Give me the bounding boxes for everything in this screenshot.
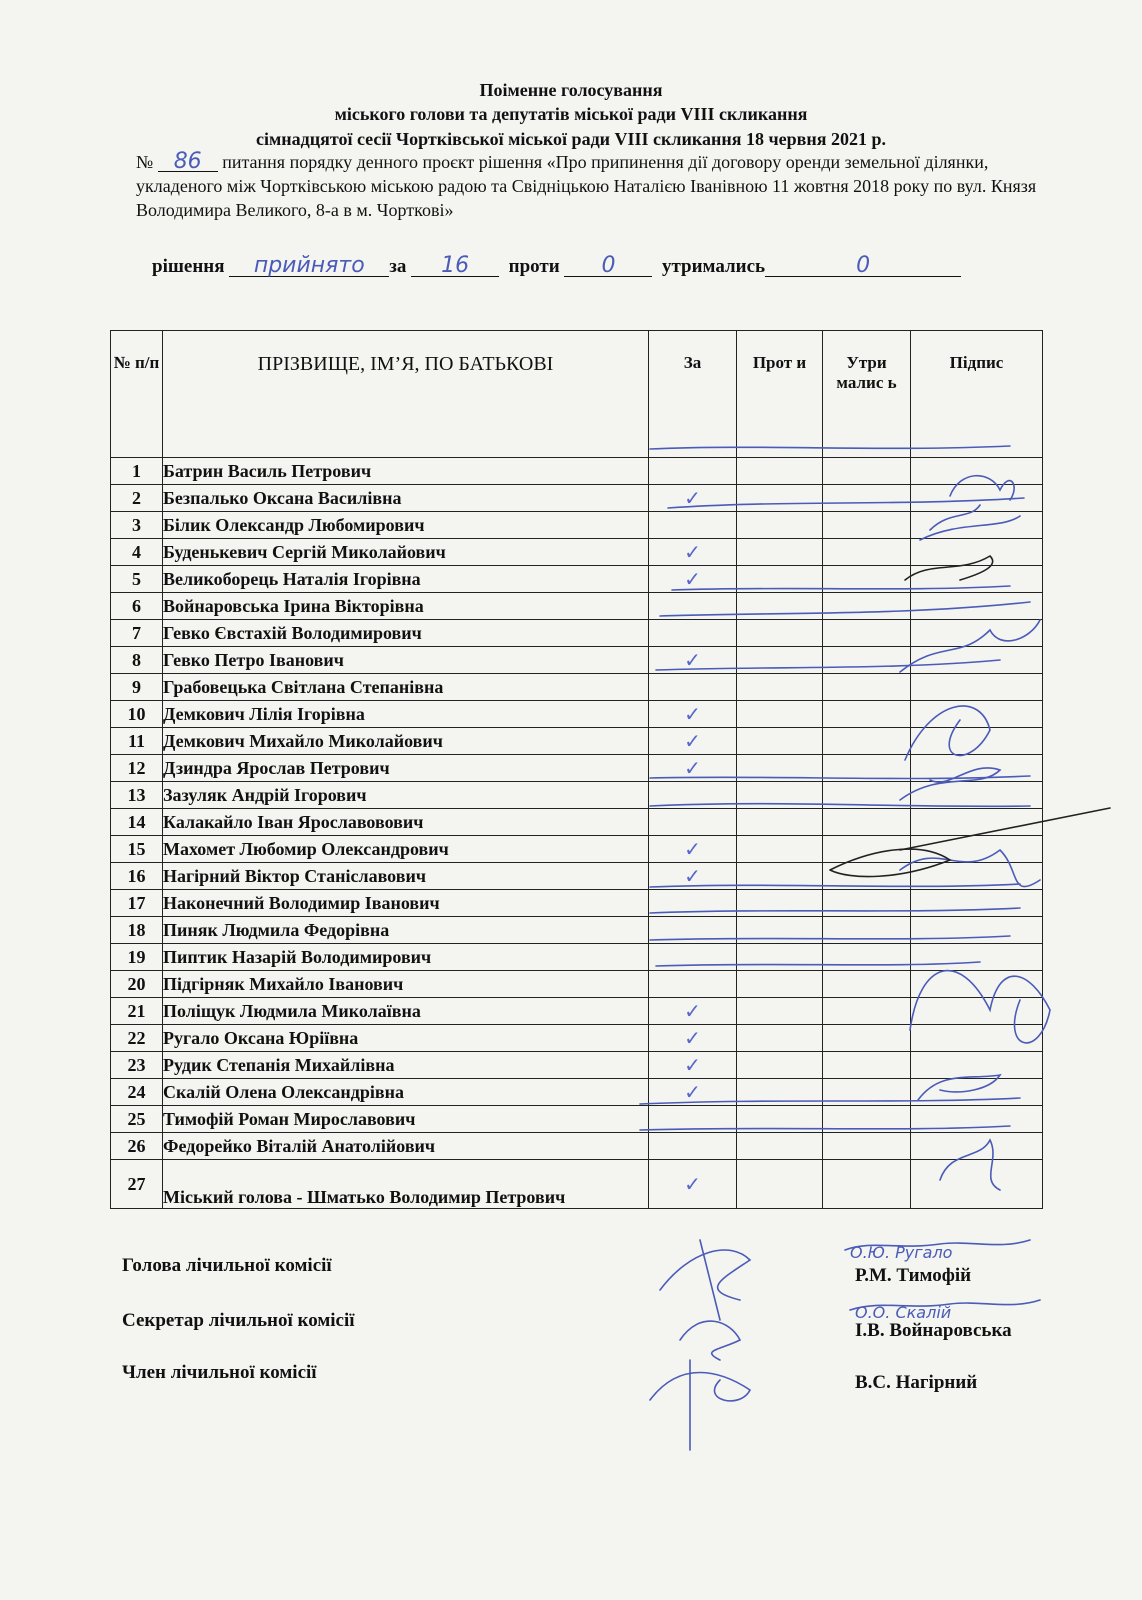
row-number: 17 <box>111 890 163 917</box>
decision-value: прийнято <box>229 256 389 277</box>
table-row <box>111 512 1043 539</box>
table-row <box>111 971 1043 998</box>
table-row <box>111 998 1043 1025</box>
member-name: Демкович Лілія Ігорівна <box>163 701 649 728</box>
vote-proty-cell <box>737 944 823 971</box>
vote-proty-cell <box>737 647 823 674</box>
table-row <box>111 485 1043 512</box>
vote-proty-cell <box>737 674 823 701</box>
member-name: Махомет Любомир Олександрович <box>163 836 649 863</box>
secretary-name: І.В. Войнаровська <box>855 1320 1012 1341</box>
signature-cell <box>911 1079 1043 1106</box>
vote-utr-cell <box>823 863 911 890</box>
row-number: 25 <box>111 1106 163 1133</box>
member-name: В.С. Нагірний <box>855 1372 978 1393</box>
member-name: Федорейко Віталій Анатолійович <box>163 1133 649 1160</box>
handwritten-secretary-name: О.О. Скалій <box>855 1303 952 1322</box>
member-name: Рудик Степанія Михайлівна <box>163 1052 649 1079</box>
row-number: 24 <box>111 1079 163 1106</box>
vote-proty-cell <box>737 485 823 512</box>
vote-utr-cell <box>823 998 911 1025</box>
row-number: 7 <box>111 620 163 647</box>
vote-za-cell <box>649 917 737 944</box>
table-row <box>111 566 1043 593</box>
vote-za-cell: ✓ <box>649 755 737 782</box>
member-name: Ругало Оксана Юріївна <box>163 1025 649 1052</box>
signature-cell <box>911 755 1043 782</box>
row-number: 15 <box>111 836 163 863</box>
vote-utr-cell <box>823 890 911 917</box>
table-row <box>111 701 1043 728</box>
member-name: Буденькевич Сергій Миколайович <box>163 539 649 566</box>
vote-utr-cell <box>823 836 911 863</box>
row-number: 2 <box>111 485 163 512</box>
table-row <box>111 458 1043 485</box>
votes-body <box>111 458 1043 1209</box>
signature-cell <box>911 593 1043 620</box>
col-no-header: № п/п <box>111 331 163 458</box>
vote-utr-cell <box>823 1106 911 1133</box>
row-number: 16 <box>111 863 163 890</box>
signature-head <box>660 1240 750 1320</box>
vote-proty-cell <box>737 782 823 809</box>
vote-za-cell <box>649 512 737 539</box>
vote-proty-cell <box>737 809 823 836</box>
za-label: за <box>389 256 407 277</box>
signature-cell <box>911 485 1043 512</box>
signature-cell <box>911 782 1043 809</box>
signature-cell <box>911 620 1043 647</box>
issue-text: питання порядку денного проєкт рішення «Про припинення дії договору оренди земельної ділянки, укладеного між Чортківською міською радою та Свідніцькою Наталією Іванівною 11 жовтня 2018 року по вул. Князя Володимира Великого, 8-а в м. Чорткові» <box>136 152 1037 220</box>
signature-cell <box>911 917 1043 944</box>
table-row <box>111 836 1043 863</box>
vote-za-cell <box>649 593 737 620</box>
member-name: Безпалько Оксана Василівна <box>163 485 649 512</box>
vote-za-cell: ✓ <box>649 566 737 593</box>
row-number: 13 <box>111 782 163 809</box>
table-row <box>111 917 1043 944</box>
member-name: Тимофій Роман Мирославович <box>163 1106 649 1133</box>
utr-label: утримались <box>661 256 766 277</box>
member-name: Скалій Олена Олександрівна <box>163 1079 649 1106</box>
vote-proty-cell <box>737 890 823 917</box>
row-number: 22 <box>111 1025 163 1052</box>
vote-za-cell: ✓ <box>649 1025 737 1052</box>
member-name: Грабовецька Світлана Степанівна <box>163 674 649 701</box>
signature-cell <box>911 1160 1043 1209</box>
table-row <box>111 755 1043 782</box>
signature-cell <box>911 836 1043 863</box>
row-number: 12 <box>111 755 163 782</box>
member-name: Міський голова - Шматько Володимир Петрович <box>163 1160 649 1209</box>
session-line: сімнадцятої сесії Чортківської міської ради VIII скликання 18 червня 2021 р. <box>256 129 886 149</box>
vote-za-cell <box>649 890 737 917</box>
signature-cell <box>911 1106 1043 1133</box>
table-row <box>111 674 1043 701</box>
vote-proty-cell <box>737 998 823 1025</box>
table-row <box>111 1052 1043 1079</box>
col-name-header: ПРІЗВИЩЕ, ІМ’Я, ПО БАТЬКОВІ <box>163 331 649 458</box>
signature-member <box>650 1360 750 1450</box>
vote-proty-cell <box>737 539 823 566</box>
signature-cell <box>911 512 1043 539</box>
vote-za-cell <box>649 620 737 647</box>
vote-za-cell: ✓ <box>649 728 737 755</box>
vote-za-cell <box>649 809 737 836</box>
vote-proty-cell <box>737 971 823 998</box>
member-label: Член лічильної комісії <box>122 1362 317 1383</box>
vote-za-cell: ✓ <box>649 998 737 1025</box>
member-name: Білик Олександр Любомирович <box>163 512 649 539</box>
row-number: 20 <box>111 971 163 998</box>
member-name: Пиптик Назарій Володимирович <box>163 944 649 971</box>
vote-proty-cell <box>737 458 823 485</box>
vote-utr-cell <box>823 1079 911 1106</box>
head-name: Р.М. Тимофій <box>855 1265 972 1286</box>
signature-cell <box>911 701 1043 728</box>
table-row <box>111 1025 1043 1052</box>
table-row <box>111 782 1043 809</box>
vote-utr-cell <box>823 485 911 512</box>
signature-cell <box>911 674 1043 701</box>
vote-utr-cell <box>823 674 911 701</box>
member-name: Демкович Михайло Миколайович <box>163 728 649 755</box>
vote-proty-cell <box>737 755 823 782</box>
proty-label: проти <box>508 256 560 277</box>
row-number: 3 <box>111 512 163 539</box>
row-number: 11 <box>111 728 163 755</box>
vote-za-cell: ✓ <box>649 1160 737 1209</box>
vote-utr-cell <box>823 1025 911 1052</box>
row-number: 14 <box>111 809 163 836</box>
col-utr-header: Утри малис ь <box>823 331 911 458</box>
vote-proty-cell <box>737 593 823 620</box>
vote-proty-cell <box>737 917 823 944</box>
vote-proty-cell <box>737 1025 823 1052</box>
row-number: 9 <box>111 674 163 701</box>
table-row <box>111 1160 1043 1209</box>
signature-cell <box>911 566 1043 593</box>
signature-cell <box>911 458 1043 485</box>
signature-secretary <box>680 1321 740 1360</box>
table-row <box>111 1133 1043 1160</box>
signature-cell <box>911 1133 1043 1160</box>
vote-utr-cell <box>823 512 911 539</box>
vote-utr-cell <box>823 1133 911 1160</box>
vote-proty-cell <box>737 1133 823 1160</box>
member-name: Зазуляк Андрій Ігорович <box>163 782 649 809</box>
doc-subtitle: міського голови та депутатів міської ради VIII скликання <box>334 104 808 124</box>
table-row <box>111 809 1043 836</box>
vote-za-cell <box>649 674 737 701</box>
vote-proty-cell <box>737 512 823 539</box>
vote-za-cell: ✓ <box>649 701 737 728</box>
table-row <box>111 944 1043 971</box>
row-number: 19 <box>111 944 163 971</box>
table-row <box>111 593 1043 620</box>
vote-utr-cell <box>823 458 911 485</box>
vote-proty-cell <box>737 1160 823 1209</box>
signature-cell <box>911 998 1043 1025</box>
vote-utr-cell <box>823 917 911 944</box>
initials-head <box>845 1240 1030 1250</box>
signature-cell <box>911 944 1043 971</box>
vote-za-cell <box>649 971 737 998</box>
row-number: 23 <box>111 1052 163 1079</box>
issue-number: 86 <box>158 153 218 172</box>
member-name: Дзиндра Ярослав Петрович <box>163 755 649 782</box>
vote-utr-cell <box>823 809 911 836</box>
head-label: Голова лічильної комісії <box>122 1255 332 1276</box>
decision-line <box>152 253 961 278</box>
col-sign-header: Підпис <box>911 331 1043 458</box>
secretary-label: Секретар лічильної комісії <box>122 1310 355 1331</box>
vote-utr-cell <box>823 1160 911 1209</box>
issue-no-label: № <box>136 152 154 172</box>
signature-cell <box>911 890 1043 917</box>
col-za-header: За <box>649 331 737 458</box>
vote-proty-cell <box>737 863 823 890</box>
vote-proty-cell <box>737 701 823 728</box>
vote-za-cell: ✓ <box>649 647 737 674</box>
member-name: Батрин Василь Петрович <box>163 458 649 485</box>
table-row <box>111 620 1043 647</box>
table-row <box>111 1079 1043 1106</box>
row-number: 27 <box>111 1160 163 1209</box>
signature-cell <box>911 863 1043 890</box>
member-name: Підгірняк Михайло Іванович <box>163 971 649 998</box>
row-number: 26 <box>111 1133 163 1160</box>
row-number: 18 <box>111 917 163 944</box>
row-number: 10 <box>111 701 163 728</box>
signature-cell <box>911 809 1043 836</box>
vote-utr-cell <box>823 1052 911 1079</box>
table-row <box>111 890 1043 917</box>
vote-za-cell <box>649 458 737 485</box>
vote-proty-cell <box>737 836 823 863</box>
proty-count: 0 <box>564 256 652 277</box>
vote-utr-cell <box>823 566 911 593</box>
table-row <box>111 863 1043 890</box>
vote-za-cell <box>649 1106 737 1133</box>
vote-proty-cell <box>737 1079 823 1106</box>
vote-za-cell: ✓ <box>649 485 737 512</box>
row-number: 4 <box>111 539 163 566</box>
vote-utr-cell <box>823 593 911 620</box>
member-name: Нагірний Віктор Станіславович <box>163 863 649 890</box>
table-row <box>111 1106 1043 1133</box>
member-name: Поліщук Людмила Миколаївна <box>163 998 649 1025</box>
vote-utr-cell <box>823 755 911 782</box>
signature-cell <box>911 728 1043 755</box>
vote-utr-cell <box>823 620 911 647</box>
vote-za-cell: ✓ <box>649 836 737 863</box>
initials-secretary <box>850 1300 1040 1310</box>
vote-utr-cell <box>823 701 911 728</box>
utr-count: 0 <box>765 256 961 277</box>
row-number: 5 <box>111 566 163 593</box>
vote-utr-cell <box>823 728 911 755</box>
vote-za-cell: ✓ <box>649 863 737 890</box>
vote-za-cell: ✓ <box>649 1079 737 1106</box>
vote-za-cell <box>649 1133 737 1160</box>
signature-cell <box>911 1052 1043 1079</box>
vote-za-cell: ✓ <box>649 1052 737 1079</box>
member-name: Наконечний Володимир Іванович <box>163 890 649 917</box>
vote-proty-cell <box>737 1106 823 1133</box>
agenda-item <box>136 150 1076 222</box>
table-row <box>111 539 1043 566</box>
member-name: Калакайло Іван Ярославовович <box>163 809 649 836</box>
row-number: 8 <box>111 647 163 674</box>
member-name: Гевко Євстахій Володимирович <box>163 620 649 647</box>
row-number: 1 <box>111 458 163 485</box>
za-count: 16 <box>411 256 499 277</box>
vote-utr-cell <box>823 944 911 971</box>
doc-title: Поіменне голосування <box>479 80 663 100</box>
signature-cell <box>911 1025 1043 1052</box>
vote-za-cell: ✓ <box>649 539 737 566</box>
vote-utr-cell <box>823 971 911 998</box>
member-name: Войнаровська Ірина Вікторівна <box>163 593 649 620</box>
decision-label: рішення <box>152 256 225 277</box>
vote-za-cell <box>649 782 737 809</box>
vote-proty-cell <box>737 566 823 593</box>
signature-cell <box>911 539 1043 566</box>
handwritten-head-name: О.Ю. Ругало <box>850 1243 953 1262</box>
votes-table <box>110 330 1043 1209</box>
vote-utr-cell <box>823 782 911 809</box>
member-name: Великоборець Наталія Ігорівна <box>163 566 649 593</box>
col-proty-header: Прот и <box>737 331 823 458</box>
vote-za-cell <box>649 944 737 971</box>
signature-cell <box>911 971 1043 998</box>
signature-cell <box>911 647 1043 674</box>
vote-proty-cell <box>737 620 823 647</box>
table-row <box>111 728 1043 755</box>
vote-proty-cell <box>737 728 823 755</box>
member-name: Пиняк Людмила Федорівна <box>163 917 649 944</box>
vote-proty-cell <box>737 1052 823 1079</box>
member-name: Гевко Петро Іванович <box>163 647 649 674</box>
row-number: 6 <box>111 593 163 620</box>
table-row <box>111 647 1043 674</box>
vote-utr-cell <box>823 647 911 674</box>
vote-utr-cell <box>823 539 911 566</box>
row-number: 21 <box>111 998 163 1025</box>
